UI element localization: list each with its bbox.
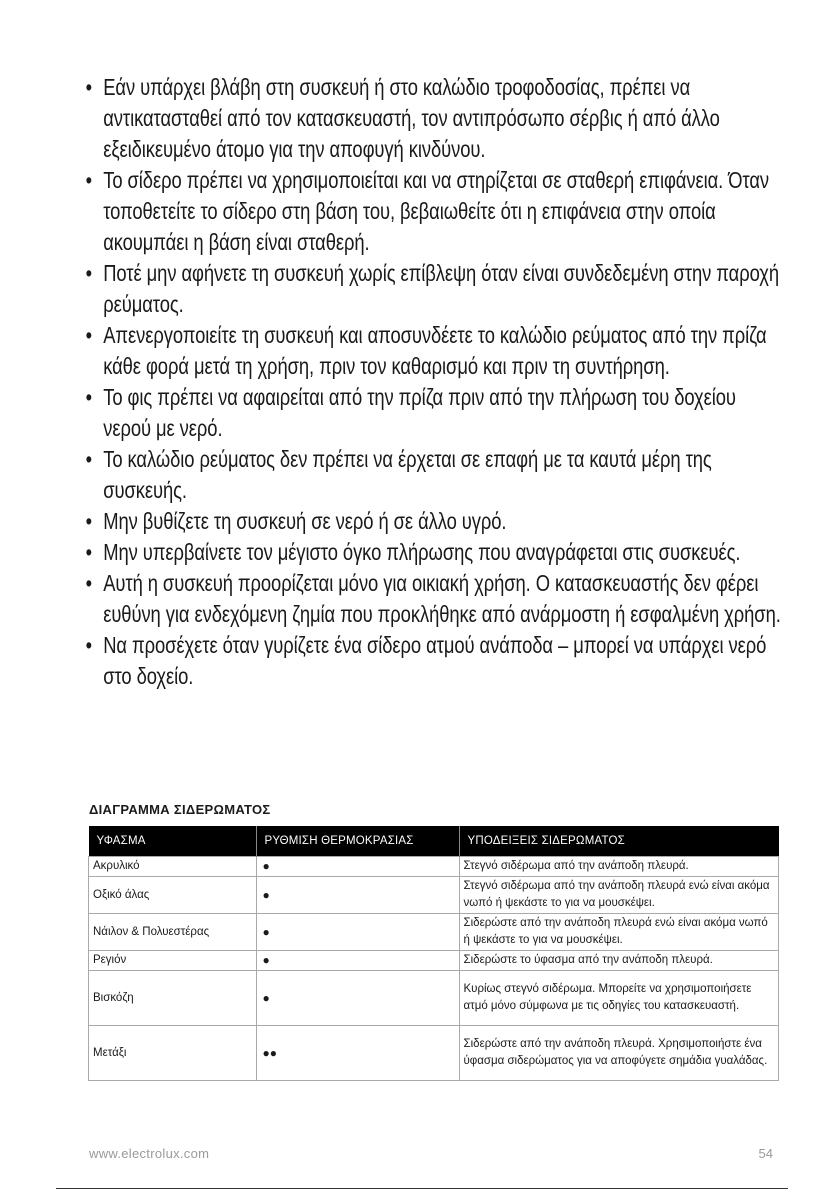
- bullet-dot: •: [85, 322, 92, 348]
- cell-tips: Κυρίως στεγνό σιδέρωμα. Μπορείτε να χρησιμοποιήσετε ατμό μόνο σύμφωνα με τις οδηγίες του κατασκευαστή.: [459, 971, 779, 1026]
- page-number: 54: [758, 1146, 773, 1161]
- bullet-item: [84, 382, 784, 444]
- cell-temperature: ●: [256, 951, 459, 971]
- bullet-text: Εάν υπάρχει βλάβη στη συσκευή ή στο καλώδιο τροφοδοσίας, πρέπει να αντικατασταθεί από τον κατασκευαστή, τον αντιπρόσωπο σέρβις ή από άλλο εξειδικευμένο άτομο για την αποφυγή κινδύνου.: [103, 74, 720, 162]
- table-row: [89, 971, 779, 1026]
- bullet-item: [84, 506, 784, 537]
- cell-temperature: ●: [256, 914, 459, 951]
- cell-fabric: Ακρυλικό: [89, 857, 257, 877]
- bullet-dot: •: [85, 74, 92, 100]
- bullet-text: Απενεργοποιείτε τη συσκευή και αποσυνδέετε το καλώδιο ρεύματος από την πρίζα κάθε φορά μετά τη χρήση, πριν τον καθαρισμό και πριν τη συντήρηση.: [103, 322, 767, 379]
- bullet-dot: •: [85, 384, 92, 410]
- section-title: ΔΙΑΓΡΑΜΜΑ ΣΙΔΕΡΩΜΑΤΟΣ: [89, 802, 271, 817]
- table-row: [89, 914, 779, 951]
- bullet-item: [84, 72, 784, 165]
- bullet-item: [84, 568, 784, 630]
- bullet-item: [84, 630, 784, 692]
- header-temperature: ΡΥΘΜΙΣΗ ΘΕΡΜΟΚΡΑΣΙΑΣ: [256, 826, 459, 857]
- cell-temperature: ●: [256, 877, 459, 914]
- bullet-dot: •: [85, 446, 92, 472]
- bullet-dot: •: [85, 539, 92, 565]
- bullet-dot: •: [85, 167, 92, 193]
- cell-temperature: ●: [256, 971, 459, 1026]
- cell-fabric: Ρεγιόν: [89, 951, 257, 971]
- cell-fabric: Μετάξι: [89, 1026, 257, 1081]
- bullet-text: Το φις πρέπει να αφαιρείται από την πρίζα πριν από την πλήρωση του δοχείου νερού με νερό.: [103, 384, 736, 441]
- bullet-text: Να προσέχετε όταν γυρίζετε ένα σίδερο ατμού ανάποδα – μπορεί να υπάρχει νερό στο δοχείο.: [103, 632, 767, 689]
- safety-bullet-list: [84, 72, 784, 692]
- footer-website: www.electrolux.com: [89, 1146, 210, 1161]
- bullet-dot: •: [85, 632, 92, 658]
- table-row: [89, 877, 779, 914]
- bullet-item: [84, 444, 784, 506]
- bullet-dot: •: [85, 508, 92, 534]
- cell-tips: Στεγνό σιδέρωμα από την ανάποδη πλευρά ενώ είναι ακόμα νωπό ή ψεκάστε το για να μουσκέψει.: [459, 877, 779, 914]
- header-fabric: ΥΦΑΣΜΑ: [89, 826, 257, 857]
- cell-fabric: Νάιλον & Πολυεστέρας: [89, 914, 257, 951]
- bullet-text: Μην υπερβαίνετε τον μέγιστο όγκο πλήρωσης που αναγράφεται στις συσκευές.: [103, 539, 741, 565]
- cell-tips: Στεγνό σιδέρωμα από την ανάποδη πλευρά.: [459, 857, 779, 877]
- header-ironing-tips: ΥΠΟΔΕΙΞΕΙΣ ΣΙΔΕΡΩΜΑΤΟΣ: [459, 826, 779, 857]
- bullet-dot: •: [85, 260, 92, 286]
- table-row: [89, 1026, 779, 1081]
- footer-divider: [56, 1188, 788, 1189]
- bullet-item: [84, 165, 784, 258]
- bullet-item: [84, 258, 784, 320]
- bullet-item: [84, 320, 784, 382]
- cell-temperature: ●●: [256, 1026, 459, 1081]
- cell-fabric: Βισκόζη: [89, 971, 257, 1026]
- ironing-chart-table: [88, 826, 779, 1081]
- cell-tips: Σιδερώστε από την ανάποδη πλευρά. Χρησιμοποιήστε ένα ύφασμα σιδερώματος για να αποφύγετε σημάδια γυαλάδας.: [459, 1026, 779, 1081]
- bullet-dot: •: [85, 570, 92, 596]
- bullet-text: Το καλώδιο ρεύματος δεν πρέπει να έρχεται σε επαφή με τα καυτά μέρη της συσκευής.: [103, 446, 712, 503]
- bullet-item: [84, 537, 784, 568]
- bullet-text: Το σίδερο πρέπει να χρησιμοποιείται και να στηρίζεται σε σταθερή επιφάνεια. Όταν τοποθετείτε το σίδερο στη βάση του, βεβαιωθείτε ότι η επιφάνεια στην οποία ακουμπάει η βάση είναι σταθερή.: [103, 167, 770, 255]
- cell-tips: Σιδερώστε από την ανάποδη πλευρά ενώ είναι ακόμα νωπό ή ψεκάστε το για να μουσκέψει.: [459, 914, 779, 951]
- cell-tips: Σιδερώστε το ύφασμα από την ανάποδη πλευρά.: [459, 951, 779, 971]
- bullet-text: Ποτέ μην αφήνετε τη συσκευή χωρίς επίβλεψη όταν είναι συνδεδεμένη στην παροχή ρεύματος.: [103, 260, 779, 317]
- table-row: [89, 857, 779, 877]
- table-header-row: [89, 826, 779, 857]
- cell-fabric: Οξικό άλας: [89, 877, 257, 914]
- bullet-text: Μην βυθίζετε τη συσκευή σε νερό ή σε άλλο υγρό.: [103, 508, 507, 534]
- bullet-text: Αυτή η συσκευή προορίζεται μόνο για οικιακή χρήση. Ο κατασκευαστής δεν φέρει ευθύνη για ενδεχόμενη ζημία που προκλήθηκε από ανάρμοστη ή εσφαλμένη χρήση.: [103, 570, 781, 627]
- table-row: [89, 951, 779, 971]
- cell-temperature: ●: [256, 857, 459, 877]
